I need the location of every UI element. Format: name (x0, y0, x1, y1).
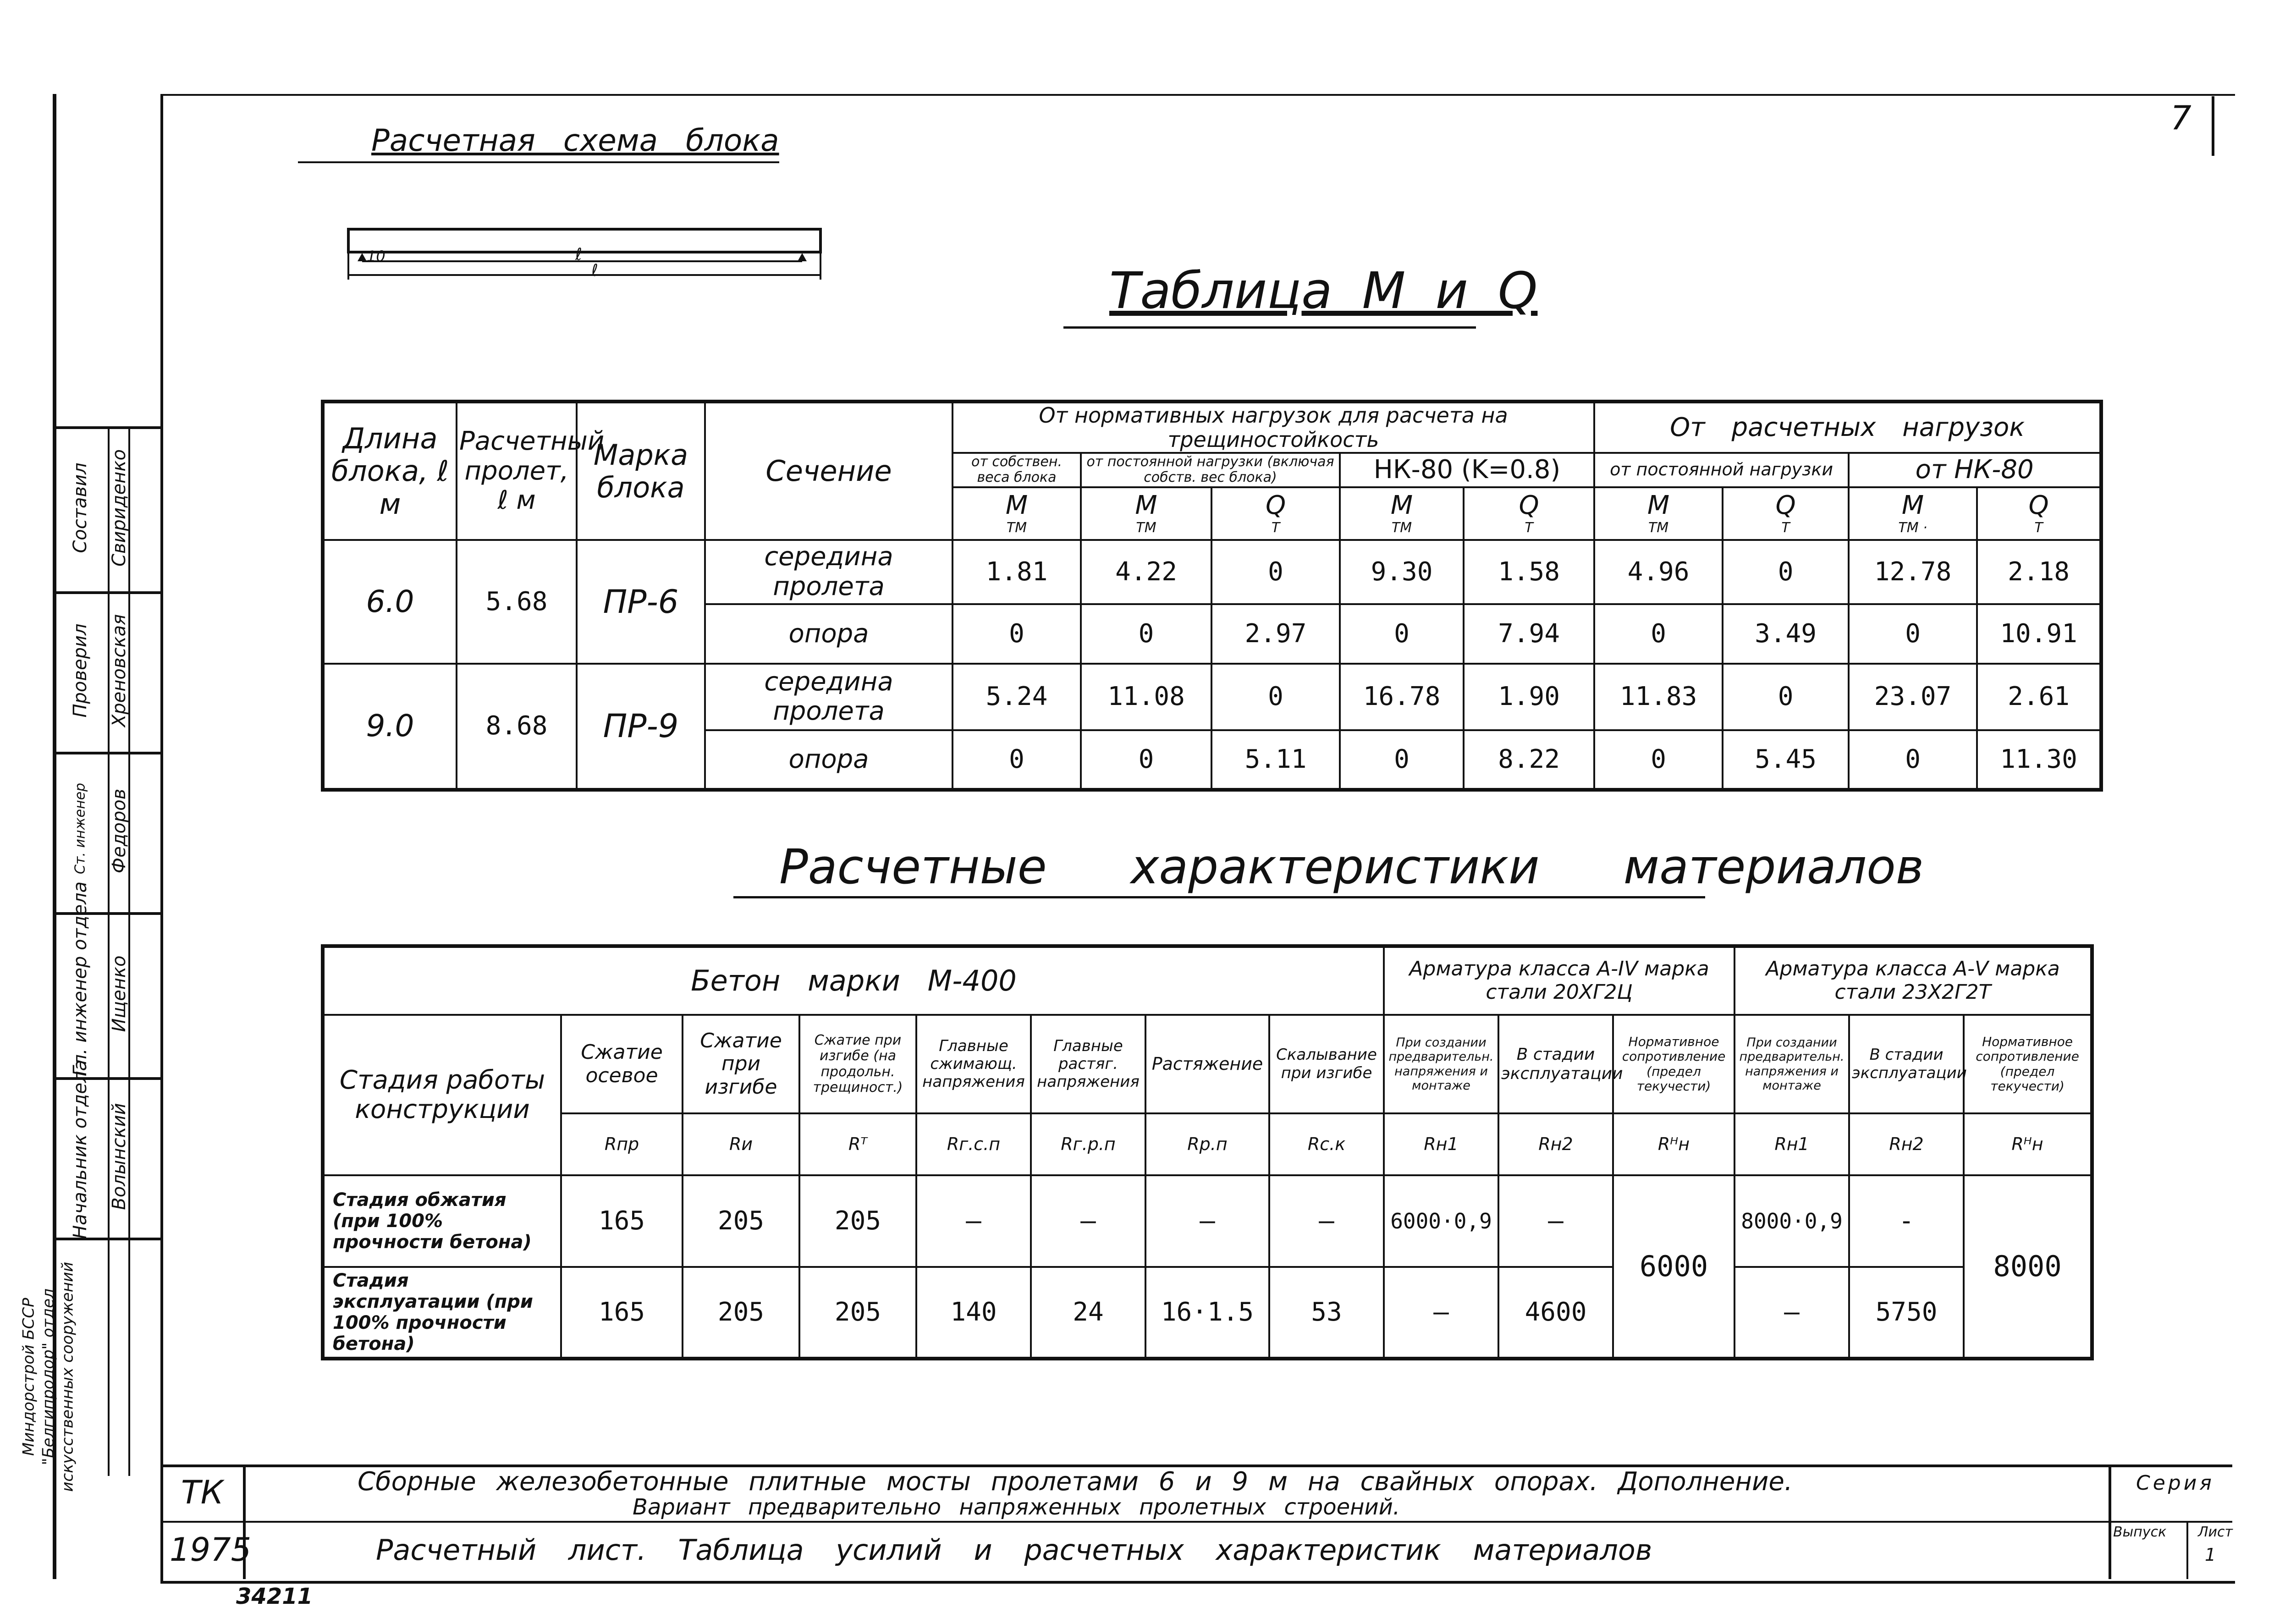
value-cell: 0 (1594, 730, 1723, 790)
scheme-end-label: 10 (367, 248, 385, 265)
col-span-header: Расчетный пролет, ℓ м (457, 402, 577, 540)
col-header: В стадии эксплуатации (1498, 1015, 1613, 1113)
symbol-cell: Rи (683, 1113, 799, 1175)
value-cell: 205 (799, 1267, 916, 1359)
value-cell: — (916, 1175, 1031, 1267)
issue-label: Выпуск (2113, 1524, 2167, 1540)
value-cell: 7.94 (1464, 604, 1594, 664)
value-cell: 0 (953, 604, 1081, 664)
col-header: Сжатие при изгибе (683, 1015, 799, 1113)
value-cell: 205 (799, 1175, 916, 1267)
value-cell: 0 (1594, 604, 1723, 664)
section-name: середина пролета (705, 664, 953, 730)
col-header: Сжатие при изгибе (на продольн. трещиност.) (799, 1015, 916, 1113)
title-block-year: 1975 (170, 1531, 252, 1569)
value-cell: — (1031, 1175, 1145, 1267)
symbol-cell: Rᴴн (1964, 1113, 2092, 1175)
col-header: При создании предварительн. напряжения и монтаже (1384, 1015, 1498, 1113)
col-header: При создании предварительн. напряжения и монтаже (1734, 1015, 1849, 1113)
value-cell: 0 (1340, 604, 1464, 664)
scheme-span-label: ℓ (575, 245, 582, 264)
table-row (323, 540, 2101, 604)
unit-cell: Q Т (1723, 487, 1849, 540)
stamp-organization: Миндорстрой БССР "Белгипродор" отдел искусственных сооружений (19, 1261, 77, 1492)
symbol-cell: Rᴴн (1613, 1113, 1734, 1175)
unit-cell: Q Т (1464, 487, 1594, 540)
value-cell: 0 (1211, 540, 1340, 604)
value-cell: 205 (683, 1175, 799, 1267)
value-cell: 0 (1723, 664, 1849, 730)
symbol-cell: Rн2 (1498, 1113, 1613, 1175)
col-header: В стадии эксплуатации (1849, 1015, 1964, 1113)
unit-cell: M ТМ (1340, 487, 1464, 540)
group-normative-header: От нормативных нагрузок для расчета на трещиностойкость (953, 402, 1594, 453)
value-cell: — (1734, 1267, 1849, 1359)
symbol-cell: Rн2 (1849, 1113, 1964, 1175)
stamp-name: Хреновская (109, 614, 130, 727)
value-cell: — (1498, 1175, 1613, 1267)
merged-rn-a4: 6000 (1613, 1175, 1734, 1359)
concrete-group-header: Бетон марки М-400 (323, 946, 1384, 1015)
col-header: Нормативное сопротивление (предел текучести) (1964, 1015, 2092, 1113)
col-section-header: Сечение (705, 402, 953, 540)
col-header: Главные сжимающ. напряжения (916, 1015, 1031, 1113)
sheet-value: 1 (2205, 1545, 2216, 1565)
stamp-name: Волынский (109, 1103, 130, 1210)
value-cell: — (1269, 1175, 1384, 1267)
value-cell: 165 (561, 1267, 683, 1359)
value-cell: 4.96 (1594, 540, 1723, 604)
section-name: середина пролета (705, 540, 953, 604)
value-cell: 11.83 (1594, 664, 1723, 730)
value-cell: 9.30 (1340, 540, 1464, 604)
stamp-role: Составил (70, 462, 91, 553)
stage-name: Стадия обжатия (при 100% прочности бетона) (323, 1175, 561, 1267)
symbol-cell: Rг.с.п (916, 1113, 1031, 1175)
section-name: опора (705, 730, 953, 790)
value-cell: 2.97 (1211, 604, 1340, 664)
value-cell: 8.22 (1464, 730, 1594, 790)
table-row (323, 664, 2101, 730)
col-header: Скалывание при изгибе (1269, 1015, 1384, 1113)
inventory-number: 34211 (236, 1584, 313, 1609)
value-cell: 5.24 (953, 664, 1081, 730)
value-cell: 0 (1723, 540, 1849, 604)
sheet-number: 7 (2170, 99, 2191, 137)
rebar-a5-header: Арматура класса А-V марка стали 23Х2Г2Т (1734, 946, 2092, 1015)
block-length: 6.0 (323, 540, 457, 664)
series-label: Серия (2136, 1471, 2214, 1495)
rebar-a4-header: Арматура класса А-IV марка стали 20ХГ2Ц (1384, 946, 1734, 1015)
col-header: Сжатие осевое (561, 1015, 683, 1113)
block-length: 9.0 (323, 664, 457, 790)
value-cell: 8000·0,9 (1734, 1175, 1849, 1267)
value-cell: 0 (1340, 730, 1464, 790)
value-cell: 1.90 (1464, 664, 1594, 730)
value-cell: 4.22 (1081, 540, 1211, 604)
corner-mark (2212, 96, 2214, 156)
col-mark-header: Марка блока (577, 402, 705, 540)
value-cell: 1.81 (953, 540, 1081, 604)
title-block-code: ТК (181, 1474, 224, 1511)
unit-cell: M ТМ (1081, 487, 1211, 540)
title-block-line1: Сборные железобетонные плитные мосты пролетами 6 и 9 м на свайных опорах. Дополнение. (358, 1467, 1793, 1497)
value-cell: 4600 (1498, 1267, 1613, 1359)
stamp-role: Начальник отдела (70, 1059, 91, 1239)
table-row (323, 1175, 2092, 1267)
table-row (323, 1267, 2092, 1359)
symbol-cell: Rн1 (1384, 1113, 1498, 1175)
value-cell: 0 (1849, 730, 1977, 790)
value-cell: 165 (561, 1175, 683, 1267)
value-cell: 0 (1081, 730, 1211, 790)
value-cell: — (1145, 1175, 1269, 1267)
value-cell: 2.61 (1977, 664, 2101, 730)
value-cell: 0 (953, 730, 1081, 790)
symbol-cell: Rн1 (1734, 1113, 1849, 1175)
col-stage-header: Стадия работы конструкции (323, 1015, 561, 1175)
scheme-title: Расчетная схема блока (371, 123, 779, 158)
unit-cell: Q Т (1211, 487, 1340, 540)
sub-permanent-design: от постоянной нагрузки (1594, 453, 1849, 487)
sheet-label: Лист (2198, 1524, 2233, 1540)
title-block-line2: Расчетный лист. Таблица усилий и расчетных характеристик материалов (376, 1533, 1652, 1567)
value-cell: 11.08 (1081, 664, 1211, 730)
sub-own-weight: от собствен. веса блока (953, 453, 1081, 487)
materials-table (321, 944, 2094, 1360)
value-cell: 16.78 (1340, 664, 1464, 730)
value-cell: 53 (1269, 1267, 1384, 1359)
symbol-cell: Rᵀ (799, 1113, 916, 1175)
symbol-cell: Rр.п (1145, 1113, 1269, 1175)
value-cell: 5.45 (1723, 730, 1849, 790)
col-header: Главные растяг. напряжения (1031, 1015, 1145, 1113)
value-cell: 12.78 (1849, 540, 1977, 604)
scheme-length-label: ℓ (591, 261, 598, 280)
sub-nk80: от НК-80 (1849, 453, 2101, 487)
value-cell: 205 (683, 1267, 799, 1359)
symbol-cell: Rг.р.п (1031, 1113, 1145, 1175)
stamp-name: Ищенко (109, 955, 130, 1032)
value-cell: 140 (916, 1267, 1031, 1359)
value-cell: 10.91 (1977, 604, 2101, 664)
stamp-role: Гл. инженер отдела (70, 881, 91, 1076)
block-span: 8.68 (457, 664, 577, 790)
stamp-name: Свириденко (109, 449, 130, 567)
unit-cell: M ТМ (953, 487, 1081, 540)
value-cell: - (1849, 1175, 1964, 1267)
table-mq (321, 400, 2103, 792)
value-cell: 24 (1031, 1267, 1145, 1359)
unit-cell: M ТМ (1594, 487, 1723, 540)
value-cell: 11.30 (1977, 730, 2101, 790)
symbol-cell: Rпр (561, 1113, 683, 1175)
merged-rn-a5: 8000 (1964, 1175, 2092, 1359)
value-cell: — (1384, 1267, 1498, 1359)
col-length-header: Длина блока, ℓ м (323, 402, 457, 540)
block-mark: ПР-6 (577, 540, 705, 664)
materials-title: Расчетные характеристики материалов (779, 839, 1924, 895)
block-mark: ПР-9 (577, 664, 705, 790)
value-cell: 5750 (1849, 1267, 1964, 1359)
title-block-line1b: Вариант предварительно напряженных пролетных строений. (633, 1494, 1400, 1520)
sub-nk80-k08: НК-80 (K=0.8) (1340, 453, 1594, 487)
value-cell: 1.58 (1464, 540, 1594, 604)
block-span: 5.68 (457, 540, 577, 664)
value-cell: 0 (1081, 604, 1211, 664)
value-cell: 23.07 (1849, 664, 1977, 730)
symbol-cell: Rс.к (1269, 1113, 1384, 1175)
stamp-name: Федоров (109, 788, 130, 874)
value-cell: 2.18 (1977, 540, 2101, 604)
value-cell: 16·1.5 (1145, 1267, 1269, 1359)
col-header: Нормативное сопротивление (предел текучести) (1613, 1015, 1734, 1113)
value-cell: 3.49 (1723, 604, 1849, 664)
col-header: Растяжение (1145, 1015, 1269, 1113)
value-cell: 0 (1849, 604, 1977, 664)
section-name: опора (705, 604, 953, 664)
stage-name: Стадия эксплуатации (при 100% прочности бетона) (323, 1267, 561, 1359)
group-design-header: От расчетных нагрузок (1594, 402, 2101, 453)
value-cell: 6000·0,9 (1384, 1175, 1498, 1267)
unit-cell: Q Т (1977, 487, 2101, 540)
value-cell: 0 (1211, 664, 1340, 730)
sub-permanent-load: от постоянной нагрузки (включая собств. вес блока) (1081, 453, 1340, 487)
table-mq-title: Таблица M и Q (1109, 261, 1538, 320)
stamp-role: Проверил (70, 623, 91, 718)
value-cell: 5.11 (1211, 730, 1340, 790)
stamp-role: Ст. инженер (72, 782, 88, 875)
unit-cell: M ТМ · (1849, 487, 1977, 540)
